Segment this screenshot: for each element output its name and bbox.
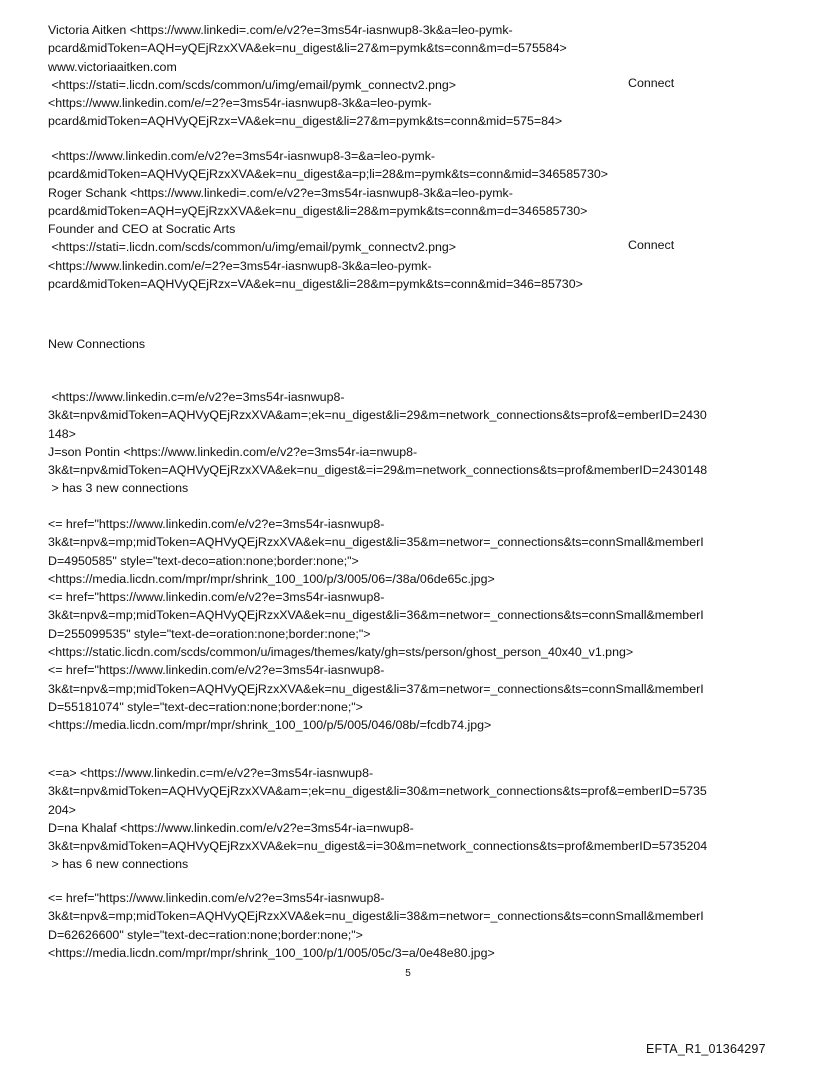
text-line: <=a> <https://www.linkedin.c=m/e/v2?e=3ms54r-iasnwup8- xyxy=(48,766,374,780)
text-line: <https://stati=.licdn.com/scds/common/u/img/email/pymk_connectv2.png> xyxy=(48,77,457,92)
text-line: pcard&midToken=AQH=yQEjRzxXVA&ek=nu_digest&li=27&m=pymk&ts=conn&m=d=575584> xyxy=(48,41,567,56)
text-line: 148> xyxy=(48,426,76,441)
text-line: Founder and CEO at Socratic Arts xyxy=(48,222,236,237)
connection-entry-dina-khalaf xyxy=(48,764,778,874)
text-line: 3k&t=npv&=mp;midToken=AQHVyQEjRzxXVA&ek=nu_digest&li=35&m=networ=_connections&ts=connSmall&memberI xyxy=(48,535,704,550)
text-line: pcard&midToken=AQHVyQEjRzx=VA&ek=nu_digest&li=27&m=pymk&ts=conn&mid=575=84> xyxy=(48,114,563,129)
page-number: 5 xyxy=(405,968,411,979)
text-line: <= href="https://www.linkedin.com/e/v2?e=3ms54r-iasnwup8- xyxy=(48,891,385,905)
text-line: 3k&t=npv&midToken=AQHVyQEjRzxXVA&am=;ek=nu_digest&li=30&m=network_connections&ts=prof&=emberID=5735 xyxy=(48,784,707,799)
connect-label: Connect xyxy=(628,75,675,90)
text-line: <https://media.licdn.com/mpr/mpr/shrink_100_100/p/3/005/06=/38a/06de65c.jpg> xyxy=(48,571,495,586)
text-line: <= href="https://www.linkedin.com/e/v2?e=3ms54r-iasnwup8- xyxy=(48,663,385,678)
text-line: <https://www.linkedin.com/e/=2?e=3ms54r-iasnwup8-3k&a=leo-pymk- xyxy=(48,96,432,111)
text-line: 3k&t=npv&midToken=AQHVyQEjRzxXVA&am=;ek=nu_digest&li=29&m=network_connections&ts=prof&=emberID=2430 xyxy=(48,408,707,423)
text-line: J=son Pontin <https://www.linkedin.com/e/v2?e=3ms54r-ia=nwup8- xyxy=(48,444,418,459)
text-line: D=na Khalaf <https://www.linkedin.com/e/v2?e=3ms54r-ia=nwup8- xyxy=(48,820,414,835)
text-line: D=255099535" style="text-de=oration:none;border:none;"> xyxy=(48,626,371,641)
text-line: <https://stati=.licdn.com/scds/common/u/img/email/pymk_connectv2.png> xyxy=(48,240,457,255)
text-line: <https://media.licdn.com/mpr/mpr/shrink_100_100/p/5/005/046/08b/=fcdb74.jpg> xyxy=(48,718,492,733)
text-line: pcard&midToken=AQH=yQEjRzxXVA&ek=nu_digest&li=28&m=pymk&ts=conn&m=d=346585730> xyxy=(48,203,588,218)
text-line: D=4950585" style="text-deco=ation:none;border:none;"> xyxy=(48,553,359,568)
text-line: <https://www.linkedin.com/e/v2?e=3ms54r-iasnwup8-3=&a=leo-pymk- xyxy=(48,149,436,163)
text-line: <= href="https://www.linkedin.com/e/v2?e=3ms54r-iasnwup8- xyxy=(48,590,385,605)
text-line: Roger Schank <https://www.linkedi=.com/e/v2?e=3ms54r-iasnwup8-3k&a=leo-pymk- xyxy=(48,185,513,200)
text-line: 3k&t=npv&=mp;midToken=AQHVyQEjRzxXVA&ek=nu_digest&li=38&m=networ=_connections&ts=connSmall&memberI xyxy=(48,909,704,924)
pymk-card-victoria-aitken xyxy=(48,21,778,131)
connect-label: Connect xyxy=(628,238,675,253)
text-line: D=55181074" style="text-dec=ration:none;border:none;"> xyxy=(48,699,363,714)
text-line: 3k&t=npv&midToken=AQHVyQEjRzxXVA&ek=nu_digest&=i=29&m=network_connections&ts=prof&memberID=2430148 xyxy=(48,463,708,478)
text-line: www.victoriaaitken.com xyxy=(48,59,177,74)
text-line: pcard&midToken=AQHVyQEjRzxXVA&ek=nu_digest&a=p;li=28&m=pymk&ts=conn&mid=346585730> xyxy=(48,167,608,182)
connection-thumbnails-pontin xyxy=(48,515,778,735)
text-line: 3k&t=npv&=mp;midToken=AQHVyQEjRzxXVA&ek=nu_digest&li=36&m=networ=_connections&ts=connSmall&memberI xyxy=(48,608,704,623)
text-line: > has 3 new connections xyxy=(48,481,189,496)
section-heading: New Connections xyxy=(48,337,146,351)
connection-entry-jason-pontin xyxy=(48,388,778,498)
text-line: <= href="https://www.linkedin.com/e/v2?e=3ms54r-iasnwup8- xyxy=(48,517,385,531)
text-line: pcard&midToken=AQHVyQEjRzx=VA&ek=nu_digest&li=28&m=pymk&ts=conn&mid=346=85730> xyxy=(48,277,583,292)
text-line: Victoria Aitken <https://www.linkedi=.com/e/v2?e=3ms54r-iasnwup8-3k&a=leo-pymk- xyxy=(48,23,513,37)
connection-thumbnails-khalaf xyxy=(48,889,778,962)
bates-id: EFTA_R1_01364297 xyxy=(646,1042,766,1056)
section-heading-new-connections xyxy=(48,335,778,353)
pymk-card-roger-schank xyxy=(48,147,778,293)
text-line: <https://static.licdn.com/scds/common/u/images/themes/katy/gh=sts/person/ghost_person_40x40_v1.png> xyxy=(48,645,634,660)
text-line: > has 6 new connections xyxy=(48,857,189,872)
text-line: 3k&t=npv&midToken=AQHVyQEjRzxXVA&ek=nu_digest&=i=30&m=network_connections&ts=prof&memberID=5735204 xyxy=(48,839,708,854)
text-line: <https://media.licdn.com/mpr/mpr/shrink_100_100/p/1/005/05c/3=a/0e48e80.jpg> xyxy=(48,945,495,960)
text-line: <https://www.linkedin.c=m/e/v2?e=3ms54r-iasnwup8- xyxy=(48,390,345,404)
text-line: 204> xyxy=(48,802,76,817)
text-line: D=62626600" style="text-dec=ration:none;border:none;"> xyxy=(48,927,363,942)
text-line: 3k&t=npv&=mp;midToken=AQHVyQEjRzxXVA&ek=nu_digest&li=37&m=networ=_connections&ts=connSmall&memberI xyxy=(48,681,704,696)
text-line: <https://www.linkedin.com/e/=2?e=3ms54r-iasnwup8-3k&a=leo-pymk- xyxy=(48,258,432,273)
